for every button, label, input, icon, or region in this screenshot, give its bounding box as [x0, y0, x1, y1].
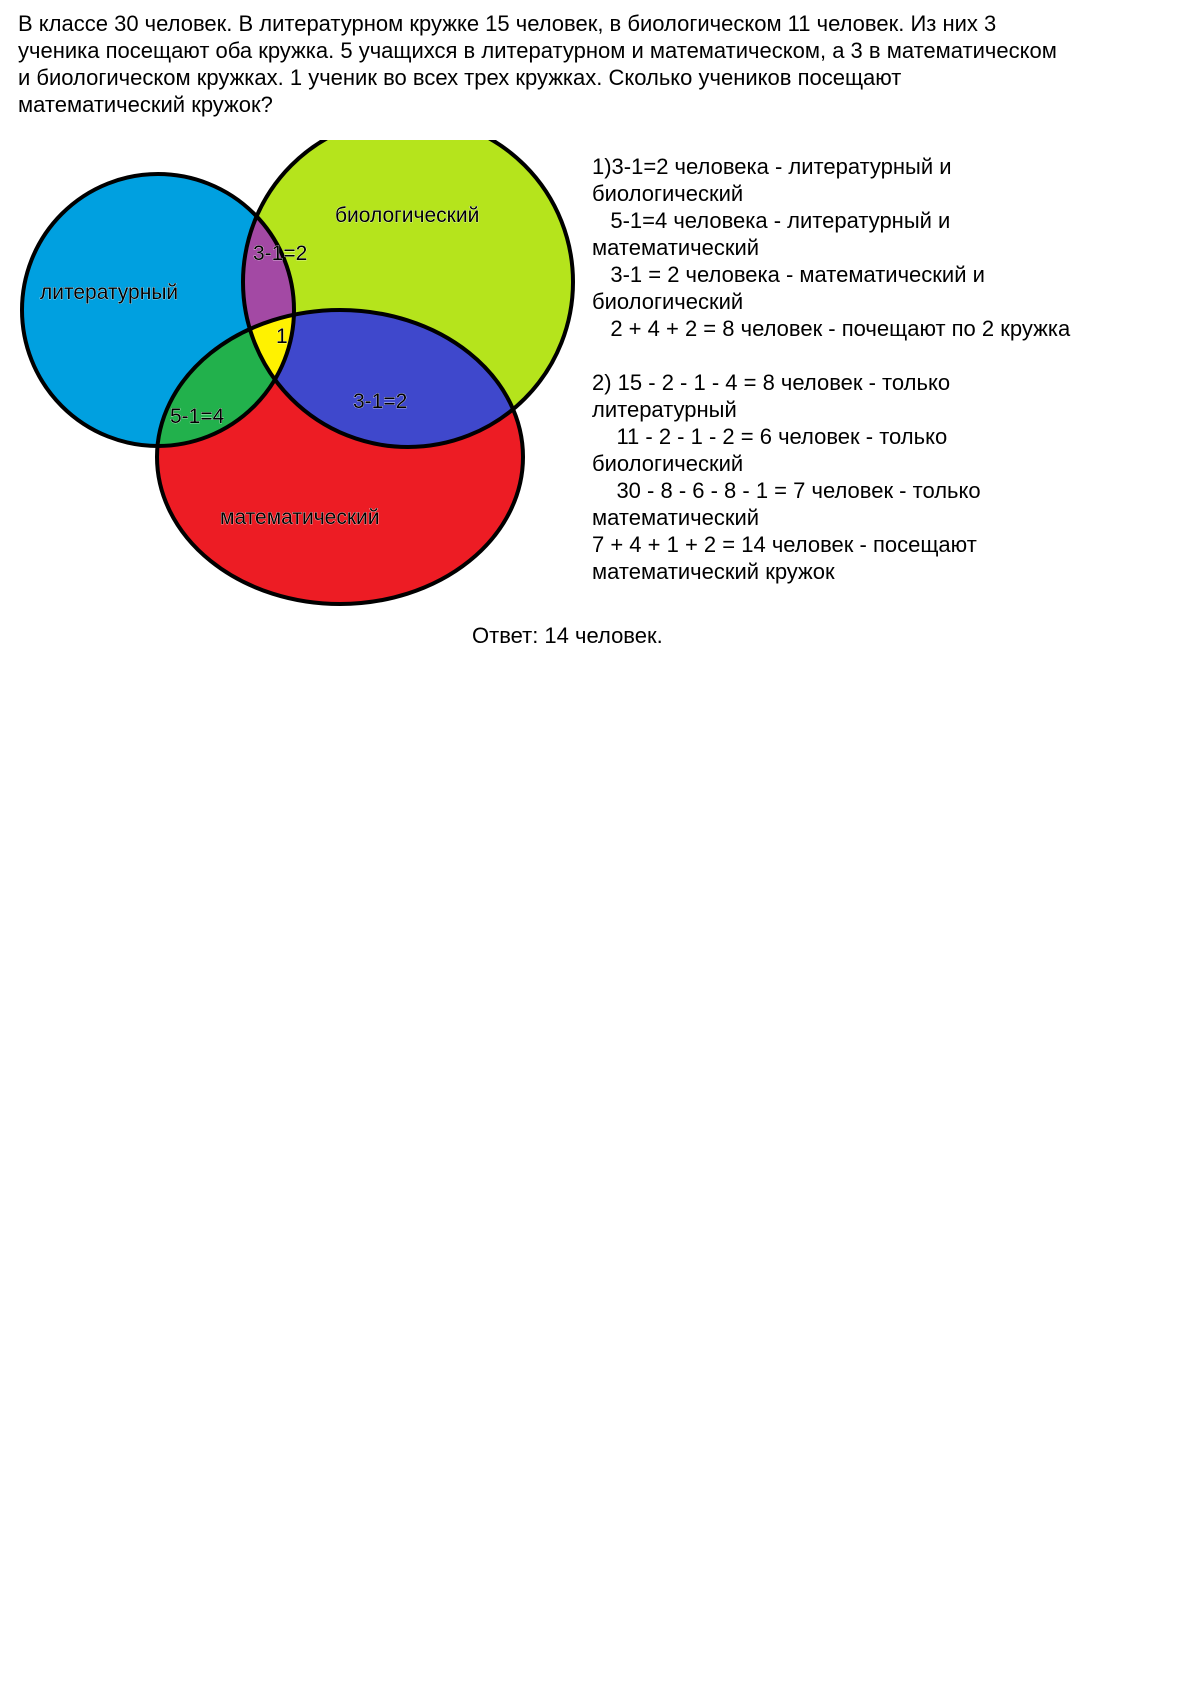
label-biological: биологический [335, 204, 480, 227]
label-bio-math: 3-1=2 [353, 390, 408, 413]
solution-line: 5-1=4 человека - литературный и [592, 208, 951, 233]
solution-line: биологический [592, 451, 744, 476]
solution-line: литературный [592, 397, 737, 422]
venn-diagram [0, 140, 590, 620]
solution-line: биологический [592, 181, 744, 206]
label-lit-math: 5-1=4 [170, 405, 225, 428]
solution-line: математический [592, 505, 760, 530]
problem-line: ученика посещают оба кружка. 5 учащихся в литературном и математическом, а 3 в математическом [18, 38, 1057, 63]
problem-statement [18, 10, 1168, 118]
solution-line: 7 + 4 + 1 + 2 = 14 человек - посещают [592, 532, 977, 557]
problem-line: и биологическом кружках. 1 ученик во всех трех кружках. Сколько учеников посещают [18, 65, 902, 90]
label-mathematical: математический [220, 506, 380, 529]
solution-line: математический [592, 235, 760, 260]
problem-line: В классе 30 человек. В литературном кружке 15 человек, в биологическом 11 человек. Из них 3 [18, 11, 997, 36]
solution-text [592, 153, 1152, 585]
label-literary: литературный [40, 281, 179, 304]
solution-line: биологический [592, 289, 744, 314]
solution-line: 11 - 2 - 1 - 2 = 6 человек - только [592, 424, 948, 449]
label-all-three: 1 [276, 325, 288, 348]
venn-svg [0, 140, 590, 620]
solution-gap [592, 342, 1152, 369]
answer-text: Ответ: 14 человек. [472, 623, 663, 648]
label-lit-bio: 3-1=2 [253, 242, 308, 265]
solution-line: 30 - 8 - 6 - 8 - 1 = 7 человек - только [592, 478, 981, 503]
solution-line: 3-1 = 2 человека - математический и [592, 262, 985, 287]
solution-line: математический кружок [592, 559, 835, 584]
problem-line: математический кружок? [18, 92, 273, 117]
solution-line: 2) 15 - 2 - 1 - 4 = 8 человек - только [592, 370, 951, 395]
solution-line: 1)3-1=2 человека - литературный и [592, 154, 952, 179]
solution-line: 2 + 4 + 2 = 8 человек - почещают по 2 кружка [592, 316, 1071, 341]
